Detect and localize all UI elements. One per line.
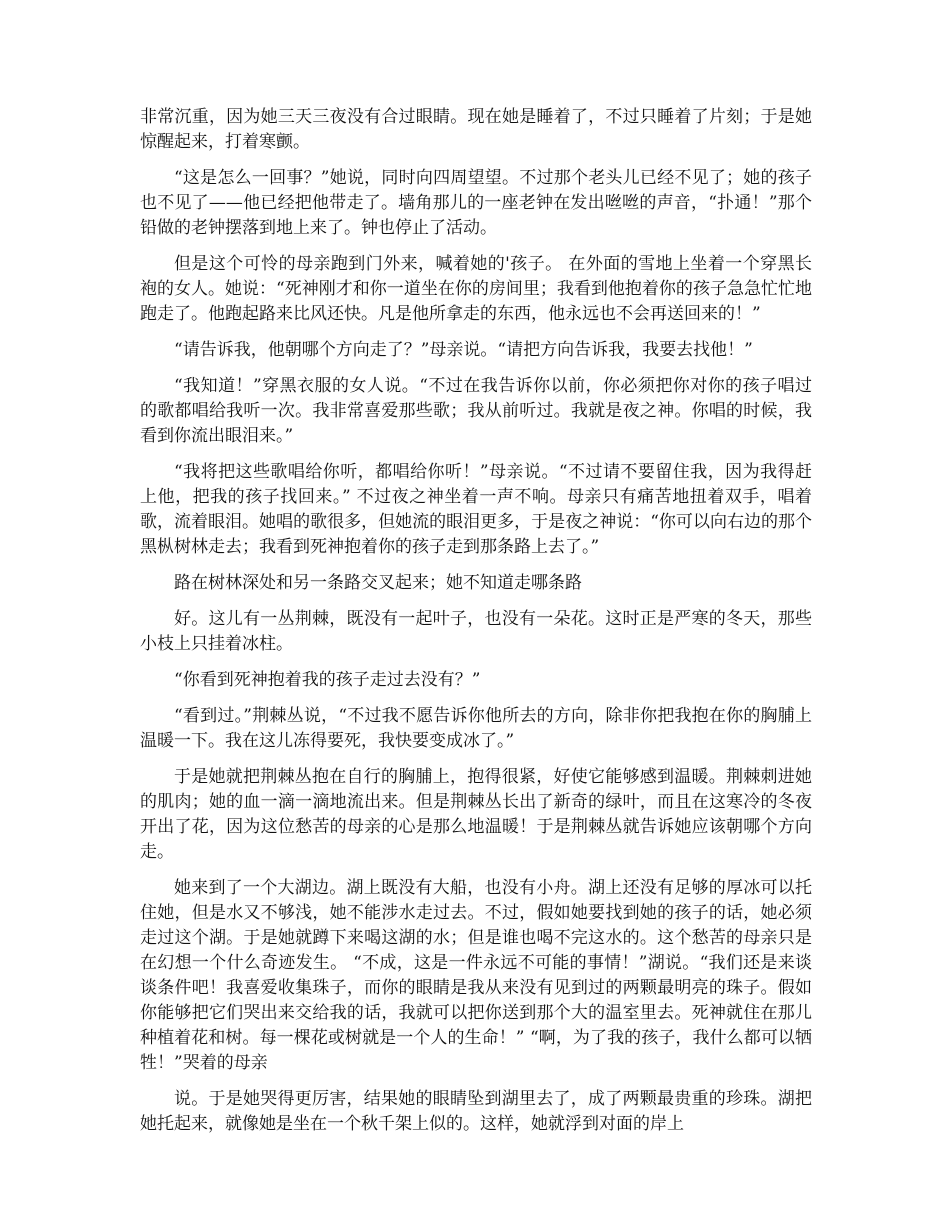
- paragraph-7: 路在树林深处和另一条路交叉起来；她不知道走哪条路: [174, 573, 582, 593]
- paragraph-8: 好。这儿有一丛荆棘，既没有一起叶子，也没有一朵花。这时正是严寒的冬天，那些小枝上只挂着冰柱。: [140, 609, 812, 654]
- paragraph-13: 说。于是她哭得更厉害，结果她的眼睛坠到湖里去了，成了两颗最贵重的珍珠。湖把她托起来，就像她是坐在一个秋千架上似的。这样，她就浮到对面的岸上: [140, 1089, 812, 1134]
- paragraph-2: “这是怎么一回事？”她说，同时向四周望望。不过那个老头儿已经不见了；她的孩子也不见了——他已经把他带走了。墙角那儿的一座老钟在发出咝咝的声音，“扑通！”那个铅做的老钟摆落到地上来了。钟也停止了活动。: [140, 168, 812, 238]
- paragraph-9: “你看到死神抱着我的孩子走过去没有？”: [174, 670, 481, 690]
- paragraph-4: “请告诉我，他朝哪个方向走了？”母亲说。“请把方向告诉我，我要去找他！”: [174, 340, 753, 360]
- paragraph-6: “我将把这些歌唱给你听，都唱给你听！”母亲说。“不过请不要留住我，因为我得赶上他，把我的孩子找回来。” 不过夜之神坐着一声不响。母亲只有痛苦地扭着双手，唱着歌，流着眼泪。她唱的歌很多，但她流的眼泪更多，于是夜之神说：“你可以向右边的那个黑枞树林走去；我看到死神抱着你的孩子走到那条路上去了。”: [140, 462, 812, 557]
- paragraph-12: 她来到了一个大湖边。湖上既没有大船，也没有小舟。湖上还没有足够的厚冰可以托住她，但是水又不够浅，她不能涉水走过去。不过，假如她要找到她的孩子的话，她必须走过这个湖。于是她就蹲下来喝这湖的水；但是谁也喝不完这水的。这个愁苦的母亲只是在幻想一个什么奇迹发生。 “不成，这是一件永远不可能的事情！”湖说。“我们还是来谈谈条件吧！我喜爱收集珠子，而你的眼睛是我从来没有见到过的两颗最明亮的珠子。假如你能够把它们哭出来交给我的话，我就可以把你送到那个大的温室里去。死神就住在那儿种植着花和树。每一棵花或树就是一个人的生命！” “啊，为了我的孩子，我什么都可以牺牲！”哭着的母亲: [140, 878, 812, 1073]
- paragraph-10: “看到过。”荆棘丛说，“不过我不愿告诉你他所去的方向，除非你把我抱在你的胸脯上温暖一下。我在这儿冻得要死，我快要变成冰了。”: [140, 706, 812, 751]
- paragraph-5: “我知道！”穿黑衣服的女人说。“不过在我告诉你以前，你必须把你对你的孩子唱过的歌都唱给我听一次。我非常喜爱那些歌；我从前听过。我就是夜之神。你唱的时候，我看到你流出眼泪来。”: [140, 376, 812, 446]
- paragraph-3: 但是这个可怜的母亲跑到门外来，喊着她的'孩子。 在外面的雪地上坐着一个穿黑长袍的女人。她说：“死神刚才和你一道坐在你的房间里；我看到他抱着你的孩子急急忙忙地跑走了。他跑起路来比风还快。凡是他所拿走的东西，他永远也不会再送回来的！”: [140, 254, 812, 324]
- paragraph-1: 非常沉重，因为她三天三夜没有合过眼睛。现在她是睡着了，不过只睡着了片刻；于是她惊醒起来，打着寒颤。: [140, 107, 812, 152]
- paragraph-11: 于是她就把荆棘丛抱在自行的胸脯上，抱得很紧，好使它能够感到温暖。荆棘刺进她的肌肉；她的血一滴一滴地流出来。但是荆棘丛长出了新奇的绿叶，而且在这寒冷的冬夜开出了花，因为这位愁苦的母亲的心是那么地温暖！于是荆棘丛就告诉她应该朝哪个方向走。: [140, 767, 812, 862]
- document-page: [140, 105, 812, 1148]
